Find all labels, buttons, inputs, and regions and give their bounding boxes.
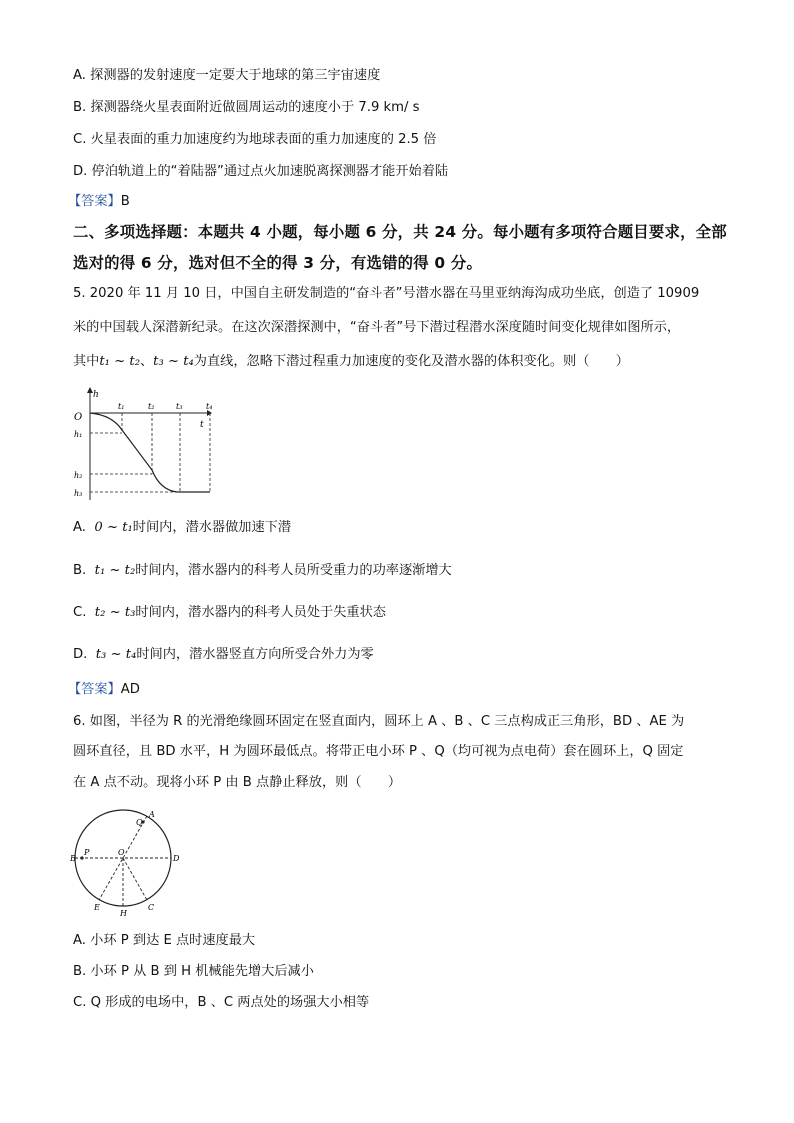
text: 为直线，忽略下潜过程重力加速度的变化及潜水器的体积变化。则（ ）: [193, 354, 629, 369]
q6-line3: 在 A 点不动。现将小环 P 由 B 点静止释放，则（ ）: [73, 775, 402, 790]
option-label: A.: [73, 520, 86, 535]
option-text: 时间内，潜水器竖直方向所受合外力为零: [136, 647, 374, 662]
q5-option-b: [73, 561, 452, 581]
option-text: 时间内，潜水器内的科考人员所受重力的功率逐渐增大: [135, 563, 452, 578]
ring-figure: [70, 808, 190, 920]
section-heading-line2: 选对的得 6 分，选对但不全的得 3 分，有选错的得 0 分。: [73, 254, 483, 272]
q5-option-c: [73, 603, 386, 623]
label-o: O: [118, 848, 125, 857]
q5-option-d: [73, 645, 374, 665]
option-text: 时间内，潜水器内的科考人员处于失重状态: [135, 605, 386, 620]
text: 、: [139, 354, 154, 369]
q4-answer: [68, 192, 130, 212]
text: 其中: [73, 354, 100, 369]
q6-option-a: A. 小环 P 到达 E 点时速度最大: [73, 933, 256, 948]
q5-line2: 米的中国载人深潜新纪录。在这次深潜探测中，“奋斗者”号下潜过程潜水深度随时间变化规律如图所示，: [73, 320, 681, 335]
option-label: D.: [73, 647, 88, 662]
answer-value: AD: [120, 682, 140, 697]
answer-value: B: [120, 194, 130, 209]
h1-label: h₁: [74, 430, 83, 439]
math-interval: t₃ ~ t₄: [153, 354, 194, 369]
label-e: E: [94, 903, 100, 912]
q6-line2: 圆环直径，且 BD 水平，H 为圆环最低点。将带正电小环 P 、Q（均可视为点电荷）套在圆环上，Q 固定: [73, 744, 684, 759]
t-axis-label: t: [200, 420, 204, 430]
q4-option-c: C. 火星表面的重力加速度约为地球表面的重力加速度的 2.5 倍: [73, 132, 437, 147]
math-interval: t₃ ~ t₄: [95, 647, 137, 662]
math-interval: 0 ~ t₁: [94, 520, 133, 535]
label-c: C: [148, 903, 155, 912]
depth-curve: [90, 413, 180, 492]
t3-label: t₃: [176, 402, 183, 411]
h-axis-label: h: [93, 390, 99, 400]
q4-option-d: D. 停泊轨道上的“着陆器”通过点火加速脱离探测器才能开始着陆: [73, 164, 449, 179]
math-interval: t₁ ~ t₂: [94, 563, 136, 578]
label-p: P: [84, 848, 90, 857]
t4-label: t₄: [206, 402, 212, 411]
math-interval: t₂ ~ t₃: [94, 605, 136, 620]
label-b: B: [70, 854, 76, 863]
t2-label: t₂: [148, 402, 155, 411]
q5-line3: [73, 352, 629, 372]
answer-tag: 【答案】: [68, 194, 121, 209]
option-label: B.: [73, 563, 87, 578]
label-q: Q: [136, 818, 143, 827]
q5-line1: 5. 2020 年 11 月 10 日，中国自主研发制造的“奋斗者”号潜水器在马里亚纳海沟成功坐底，创造了 10909: [73, 286, 700, 301]
q5-option-a: [73, 518, 291, 538]
label-h: H: [120, 909, 127, 918]
q6-line1: 6. 如图，半径为 R 的光滑绝缘圆环固定在竖直面内，圆环上 A 、B 、C 三点构成正三角形，BD 、AE 为: [73, 714, 685, 729]
h2-label: h₂: [74, 471, 83, 480]
q4-option-a: A. 探测器的发射速度一定要大于地球的第三宇宙速度: [73, 68, 381, 83]
option-text: 时间内，潜水器做加速下潜: [132, 520, 292, 535]
label-a: A: [149, 810, 155, 819]
t1-label: t₁: [118, 402, 125, 411]
h3-label: h₃: [74, 489, 83, 498]
radius-oc: [123, 858, 147, 900]
origin-label: O: [74, 412, 83, 423]
math-interval: t₁ ~ t₂: [99, 354, 140, 369]
depth-time-graph: [72, 385, 212, 505]
answer-tag: 【答案】: [68, 682, 121, 697]
q6-option-c: C. Q 形成的电场中，B 、C 两点处的场强大小相等: [73, 995, 370, 1010]
q4-option-b: B. 探测器绕火星表面附近做圆周运动的速度小于 7.9 km/ s: [73, 100, 420, 115]
q5-answer: [68, 680, 140, 700]
q6-option-b: B. 小环 P 从 B 到 H 机械能先增大后减小: [73, 964, 314, 979]
section-heading-line1: 二、多项选择题：本题共 4 小题，每小题 6 分，共 24 分。每小题有多项符合题目要求，全部: [73, 223, 727, 241]
label-d: D: [173, 854, 180, 863]
option-label: C.: [73, 605, 87, 620]
